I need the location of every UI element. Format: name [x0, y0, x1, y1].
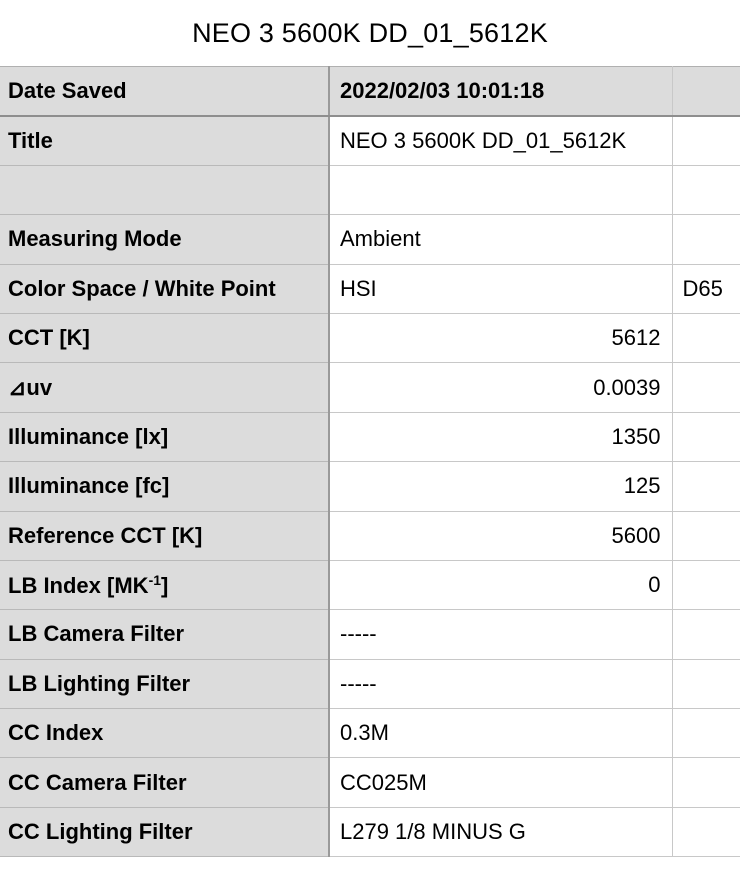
row-value: 1350: [329, 412, 672, 461]
table-row: [0, 758, 740, 807]
table-row: [0, 511, 740, 560]
row-value: -----: [329, 659, 672, 708]
row-value: NEO 3 5600K DD_01_5612K: [329, 116, 672, 165]
row-label-superscript: -1: [148, 571, 162, 588]
header-label: Date Saved: [0, 67, 329, 116]
table-row: [0, 560, 740, 609]
row-label: Color Space / White Point: [0, 264, 329, 313]
row-label: Measuring Mode: [0, 215, 329, 264]
row-label: LB Camera Filter: [0, 610, 329, 659]
table-row: [0, 412, 740, 461]
row-label: Illuminance [fc]: [0, 462, 329, 511]
table-row: [0, 313, 740, 362]
row-extra: [672, 511, 740, 560]
row-label: CC Index: [0, 709, 329, 758]
measurement-table: [0, 66, 740, 857]
row-label-text: LB Index [MK: [8, 572, 149, 598]
row-label: [0, 560, 329, 609]
row-label: Reference CCT [K]: [0, 511, 329, 560]
row-value: 0: [329, 560, 672, 609]
row-extra: [672, 313, 740, 362]
row-label: CCT [K]: [0, 313, 329, 362]
row-extra: [672, 215, 740, 264]
table-row: [0, 215, 740, 264]
table-row: [0, 116, 740, 165]
header-row: [0, 67, 740, 116]
row-extra: D65: [672, 264, 740, 313]
row-label-suffix: ]: [161, 572, 169, 598]
row-value: L279 1/8 MINUS G: [329, 807, 672, 856]
table-row: [0, 610, 740, 659]
row-extra: [672, 412, 740, 461]
row-extra: [672, 165, 740, 214]
row-extra: [672, 807, 740, 856]
row-label: Illuminance [lx]: [0, 412, 329, 461]
table-row: [0, 363, 740, 412]
table-row: [0, 264, 740, 313]
row-value: 125: [329, 462, 672, 511]
row-value: 0.0039: [329, 363, 672, 412]
row-extra: [672, 758, 740, 807]
row-extra: [672, 363, 740, 412]
row-value: [329, 165, 672, 214]
row-extra: [672, 659, 740, 708]
row-label: ⊿uv: [0, 363, 329, 412]
row-label: LB Lighting Filter: [0, 659, 329, 708]
row-label: CC Camera Filter: [0, 758, 329, 807]
row-value: 5600: [329, 511, 672, 560]
table-row: [0, 709, 740, 758]
row-label: CC Lighting Filter: [0, 807, 329, 856]
table-row: [0, 165, 740, 214]
row-label: [0, 165, 329, 214]
document-title: NEO 3 5600K DD_01_5612K: [192, 18, 548, 48]
row-value: -----: [329, 610, 672, 659]
row-value: CC025M: [329, 758, 672, 807]
row-extra: [672, 709, 740, 758]
row-value: HSI: [329, 264, 672, 313]
header-value: 2022/02/03 10:01:18: [329, 67, 672, 116]
row-value: Ambient: [329, 215, 672, 264]
table-row: [0, 807, 740, 856]
row-label: Title: [0, 116, 329, 165]
row-extra: [672, 560, 740, 609]
row-extra: [672, 116, 740, 165]
row-extra: [672, 462, 740, 511]
table-row: [0, 462, 740, 511]
row-value: 0.3M: [329, 709, 672, 758]
row-extra: [672, 610, 740, 659]
header-extra: [672, 67, 740, 116]
row-value: 5612: [329, 313, 672, 362]
table-row: [0, 659, 740, 708]
